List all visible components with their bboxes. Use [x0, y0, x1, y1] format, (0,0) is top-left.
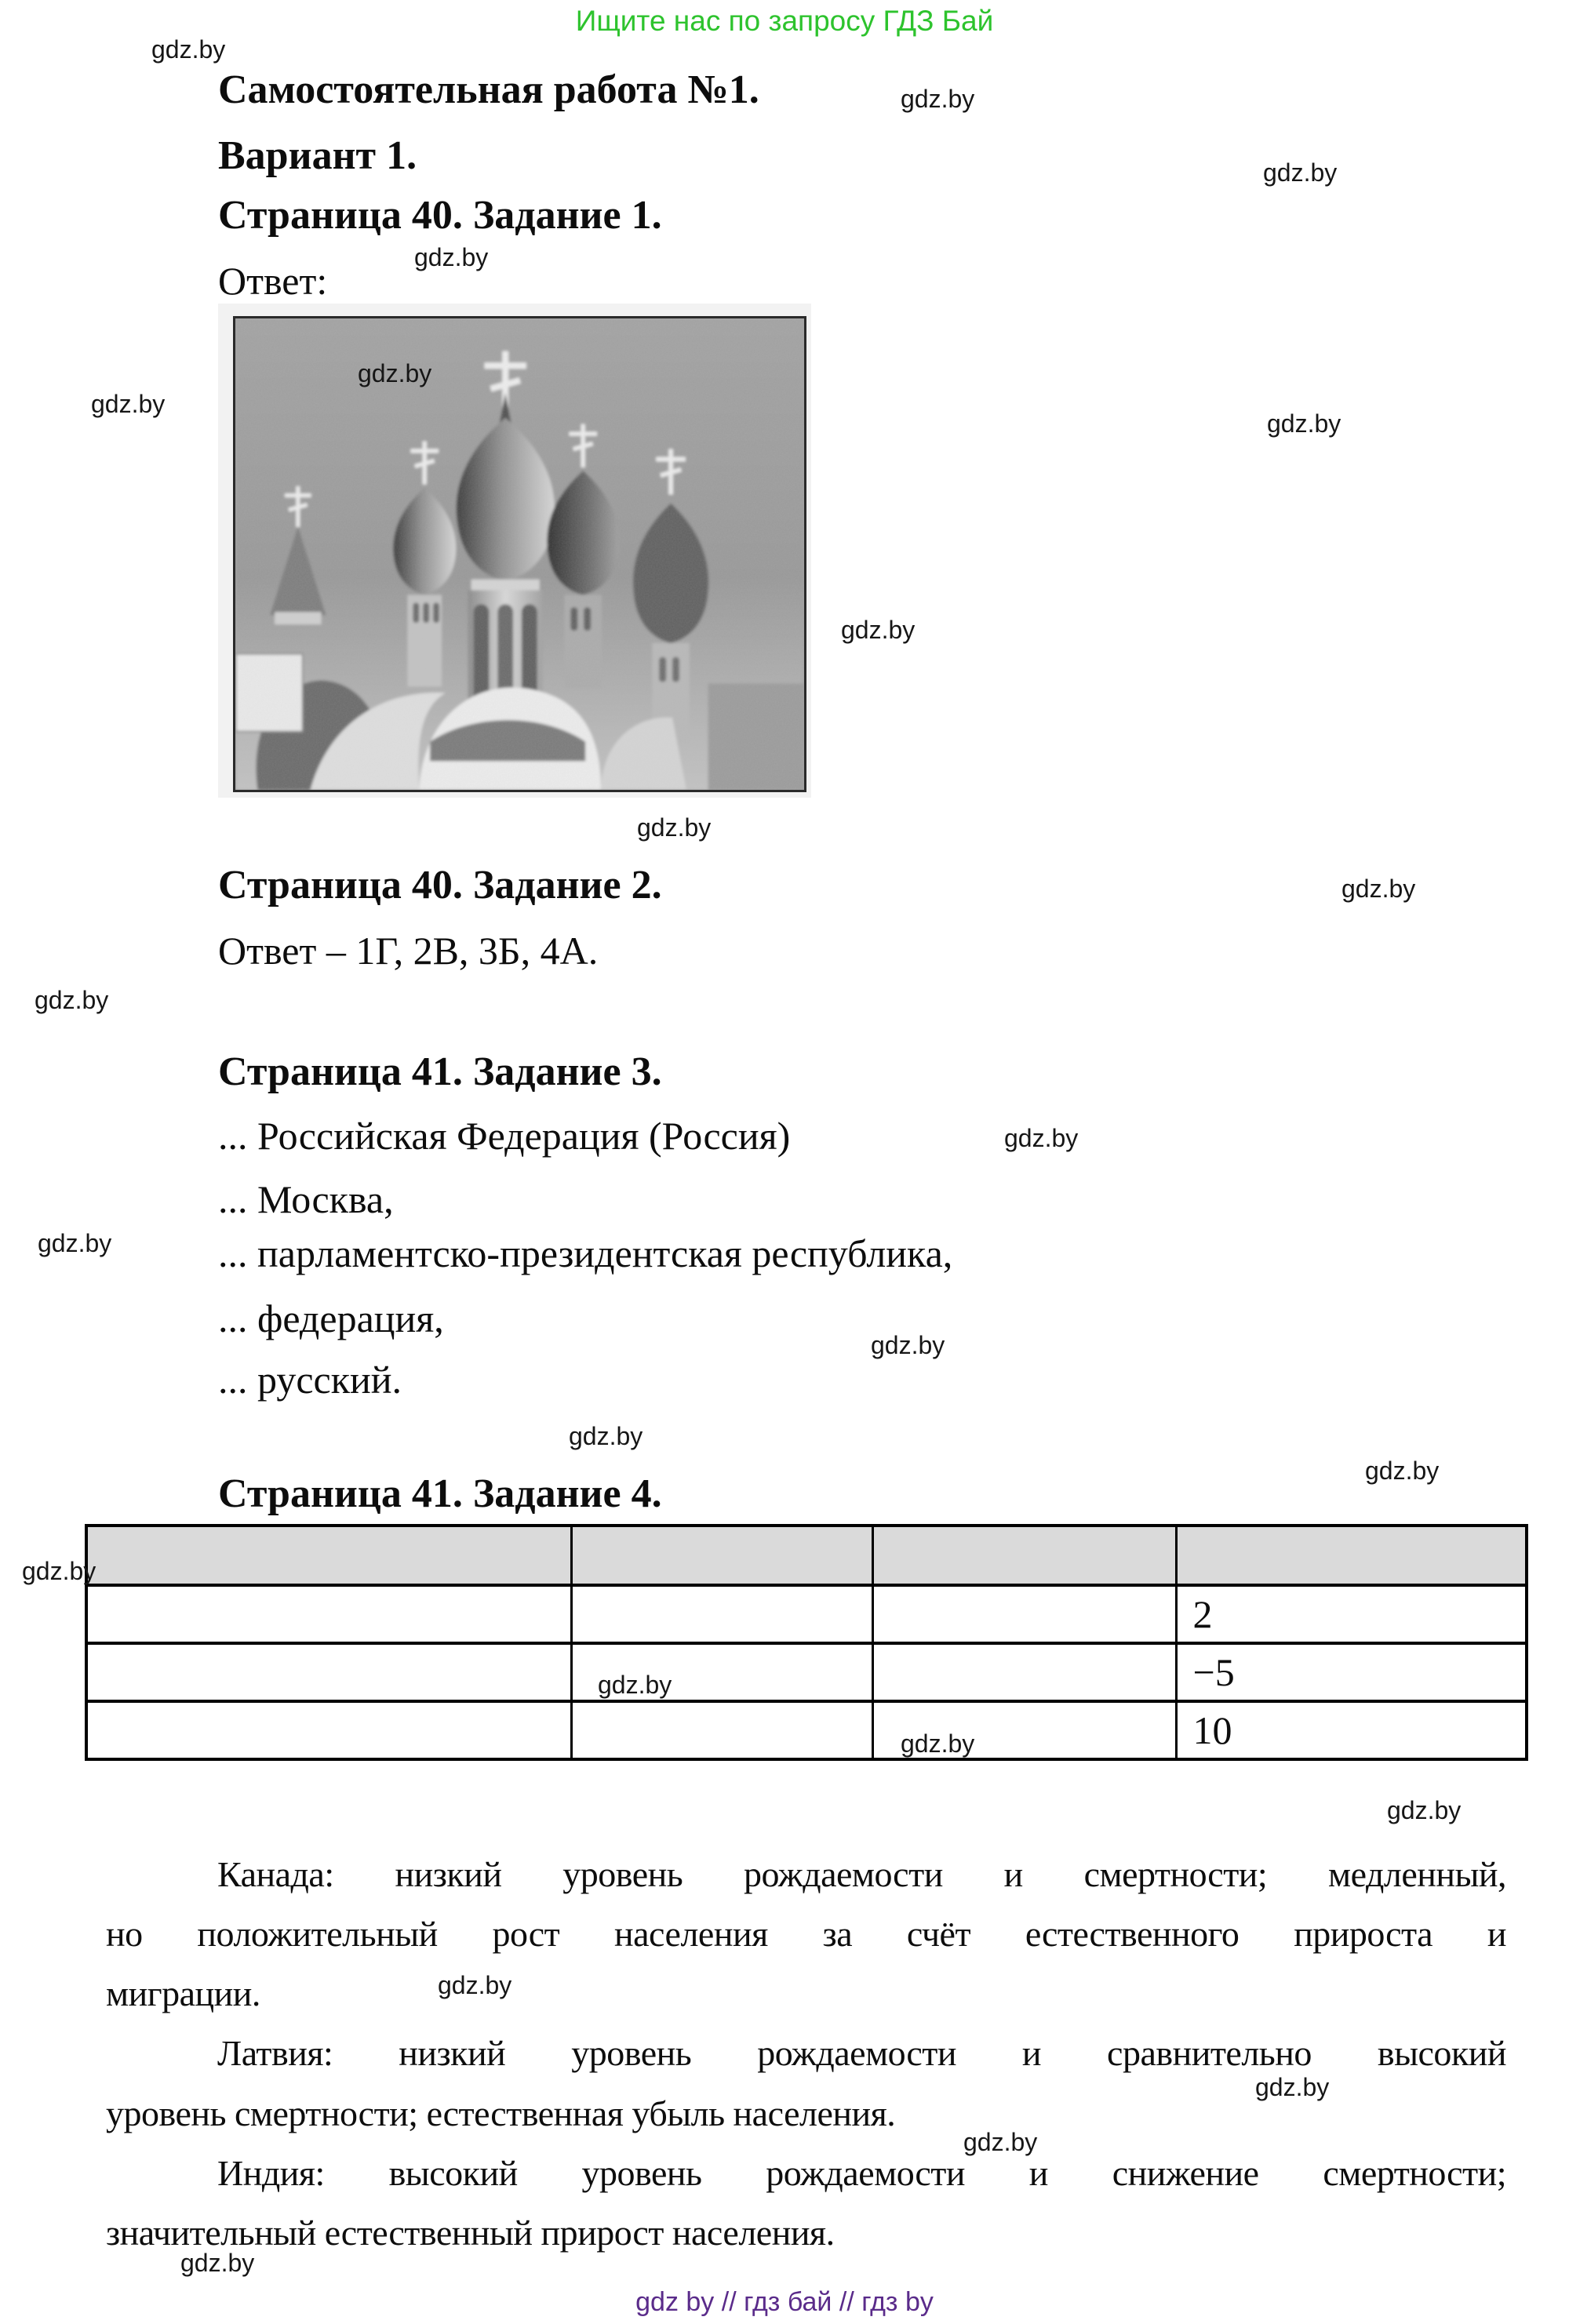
gdz-watermark: gdz.by [963, 2128, 1038, 2156]
gdz-watermark: gdz.by [598, 1671, 672, 1699]
gdz-watermark: gdz.by [414, 243, 489, 271]
church-photo-illustration [235, 318, 804, 790]
answer-paragraph-line: значительный естественный прирост населения. [106, 2213, 835, 2253]
church-photo [233, 316, 806, 792]
gdz-watermark: gdz.by [1341, 875, 1416, 903]
answer-paragraph-line: Канада: низкий уровень рождаемости и смертности; медленный, [217, 1854, 1506, 1894]
task3-item: ... Российская Федерация (Россия) [218, 1114, 791, 1158]
variant-heading: Вариант 1. [218, 133, 417, 178]
table-value-cell: 10 [1176, 1701, 1527, 1759]
gdz-watermark: gdz.by [91, 390, 166, 418]
answer-paragraph-line: но положительный рост населения за счёт естественного прироста и [106, 1914, 1506, 1954]
table-cell [872, 1643, 1176, 1701]
gdz-watermark: gdz.by [1255, 2073, 1330, 2101]
promo-banner-bottom: gdz by // гдз бай // гдз by [635, 2287, 934, 2317]
gdz-watermark: gdz.by [358, 359, 432, 387]
table-cell [571, 1585, 872, 1643]
table-cell [86, 1643, 571, 1701]
gdz-watermark: gdz.by [871, 1331, 945, 1359]
gdz-watermark: gdz.by [38, 1229, 112, 1257]
gdz-watermark: gdz.by [569, 1422, 643, 1450]
answer-paragraph-line: уровень смертности; естественная убыль населения. [106, 2093, 896, 2133]
table-cell [86, 1585, 571, 1643]
gdz-watermark: gdz.by [1004, 1124, 1079, 1152]
gdz-watermark: gdz.by [1267, 409, 1341, 438]
table-row [86, 1701, 1527, 1759]
task2-heading: Страница 40. Задание 2. [218, 863, 662, 907]
gdz-watermark: gdz.by [1263, 158, 1338, 187]
task1-answer-label: Ответ: [218, 259, 328, 303]
gdz-watermark: gdz.by [1387, 1796, 1462, 1824]
gdz-watermark: gdz.by [637, 813, 712, 842]
gdz-watermark: gdz.by [901, 1729, 975, 1758]
promo-banner-top: Ищите нас по запросу ГДЗ Бай [575, 5, 994, 37]
gdz-watermark: gdz.by [438, 1971, 512, 1999]
gdz-watermark: gdz.by [901, 85, 975, 113]
task4-heading: Страница 41. Задание 4. [218, 1471, 662, 1516]
task3-heading: Страница 41. Задание 3. [218, 1049, 662, 1094]
table-header-row [86, 1526, 1527, 1585]
task1-heading: Страница 40. Задание 1. [218, 193, 662, 238]
table-value-cell: −5 [1176, 1643, 1527, 1701]
task3-item: ... Москва, [218, 1177, 394, 1221]
task3-item: ... федерация, [218, 1297, 444, 1340]
table-cell [571, 1701, 872, 1759]
answer-paragraph-line: миграции. [106, 1973, 260, 2013]
table-header-cell [872, 1526, 1176, 1585]
gdz-watermark: gdz.by [22, 1557, 96, 1585]
page-title: Самостоятельная работа №1. [218, 67, 759, 112]
task3-item: ... парламентско-президентская республика, [218, 1231, 953, 1275]
table-cell [86, 1701, 571, 1759]
table-header-cell [571, 1526, 872, 1585]
answer-paragraph-line: Латвия: низкий уровень рождаемости и сравнительно высокий [217, 2033, 1506, 2073]
gdz-watermark: gdz.by [151, 35, 226, 64]
task3-item: ... русский. [218, 1358, 402, 1402]
gdz-watermark: gdz.by [1365, 1457, 1440, 1485]
gdz-watermark: gdz.by [35, 986, 109, 1014]
gdz-watermark: gdz.by [841, 616, 916, 644]
table-header-cell [1176, 1526, 1527, 1585]
table-value-cell: 2 [1176, 1585, 1527, 1643]
table-cell [872, 1585, 1176, 1643]
answer-paragraph-line: Индия: высокий уровень рождаемости и снижение смертности; [217, 2153, 1506, 2193]
gdz-watermark: gdz.by [180, 2249, 255, 2277]
table-header-cell [86, 1526, 571, 1585]
task2-answer: Ответ – 1Г, 2В, 3Б, 4А. [218, 929, 599, 973]
table-row [86, 1643, 1527, 1701]
task4-answer-table [85, 1524, 1528, 1761]
table-row [86, 1585, 1527, 1643]
